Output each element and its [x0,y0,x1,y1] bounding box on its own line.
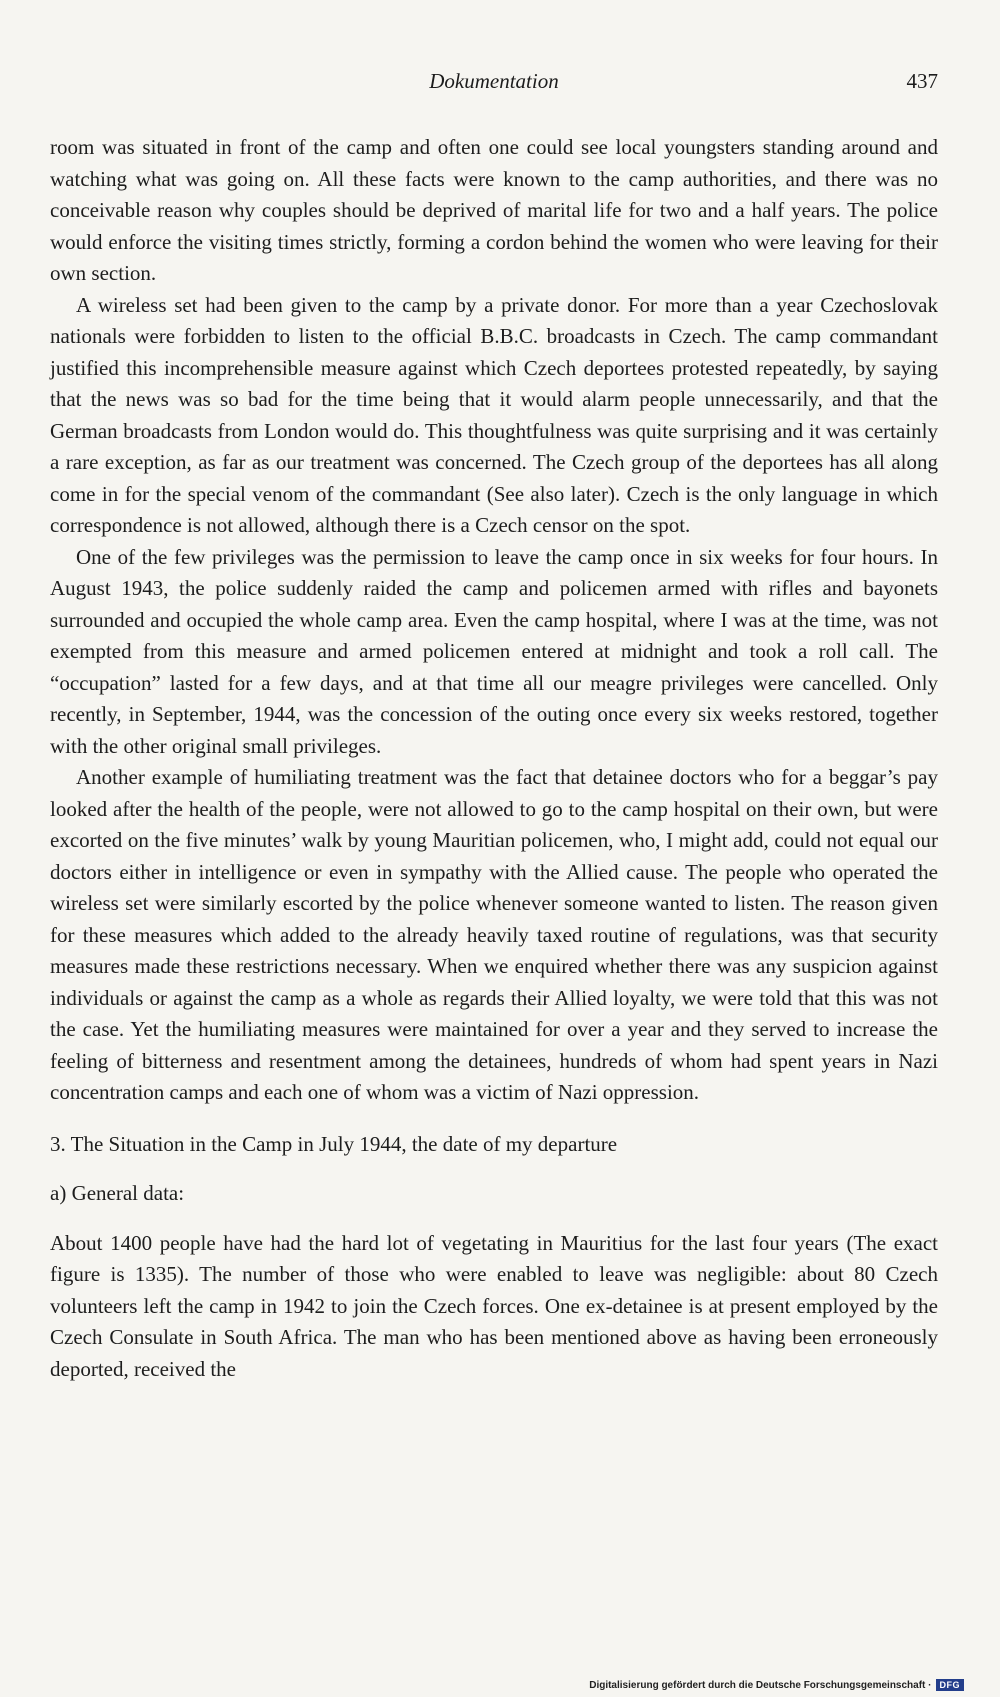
running-header [50,66,938,96]
paragraph-privileges: One of the few privileges was the permission to leave the camp once in six weeks for four hours. In August 1943, the police suddenly raided the camp and policemen armed with rifles and bayonets surrounded and occupied the whole camp area. Even the camp hospital, where I was at the time, was not exempted from this measure and armed policemen entered at midnight and took a roll call. The “occupation” lasted for a few days, and at that time all our meagre privileges were cancelled. Only recently, in September, 1944, was the concession of the outing once every six weeks restored, together with the other original small privileges. [50,544,938,758]
page-number: 437 [906,69,938,93]
paragraph-general-data: About 1400 people have had the hard lot of vegetating in Mauritius for the last four years (The exact figure is 1335). The number of those who were enabled to leave was negligible: about 80 Czech volunteers left the camp in 1942 to join the Czech forces. One ex-detainee is at present employed by the Czech Consulate in South Africa. The man who has been mentioned above as having been erroneously deported, received the [50,1230,938,1381]
digitization-credit [589,1679,964,1691]
subsection-heading: a) General data: [50,1181,185,1205]
digitization-credit-text: Digitalisierung gefördert durch die Deutsche Forschungsgemeinschaft · [589,1679,932,1691]
dfg-logo: DFG [936,1679,965,1691]
section-heading: 3. The Situation in the Camp in July 1944, the date of my departure [50,1131,618,1156]
paragraph-humiliating-treatment: Another example of humiliating treatment was the fact that detainee doctors who for a beggar’s pay looked after the health of the people, were not allowed to go to the camp hospital on their own, but were excorted on the five minutes’ walk by young Mauritian policemen, who, I might add, could not equal our doctors either in intelligence or even in sympathy with the Allied cause. The people who operated the wireless set were similarly escorted by the police whenever someone wanted to listen. The reason given for these measures which added to the already heavily taxed routine of regulations, was that security measures made these restrictions necessary. When we enquired whether there was any suspicion against individuals or against the camp as a whole as regards their Allied loyalty, we were told that this was not the case. Yet the humiliating measures were maintained for over a year and they served to increase the feeling of bitterness and resentment among the detainees, hundreds of whom had spent years in Nazi concentration camps and each one of whom was a victim of Nazi oppression. [50,765,938,1104]
paragraph-continuation: room was situated in front of the camp and often one could see local youngsters standing around and watching what was going on. All these facts were known to the camp authorities, and there was no conceivable reason why couples should be deprived of marital life for two and a half years. The police would enforce the visiting times strictly, forming a cordon behind the women who were leaving for their own section. [50,135,938,285]
running-title: Dokumentation [429,69,559,93]
body-text [50,132,938,1385]
paragraph-wireless-set: A wireless set had been given to the camp by a private donor. For more than a year Czechoslovak nationals were forbidden to listen to the official B.B.C. broadcasts in Czech. The camp commandant justified this incomprehensible measure against which Czech deportees protested repeatedly, by saying that the news was so bad for the time being that it would alarm people unnecessarily, and that the German broadcasts from London would do. This thoughtfulness was quite surprising and it was certainly a rare exception, as far as our treatment was concerned. The Czech group of the deportees has all along come in for the special venom of the commandant (See also later). Czech is the only language in which correspondence is not allowed, although there is a Czech censor on the spot. [50,292,938,537]
